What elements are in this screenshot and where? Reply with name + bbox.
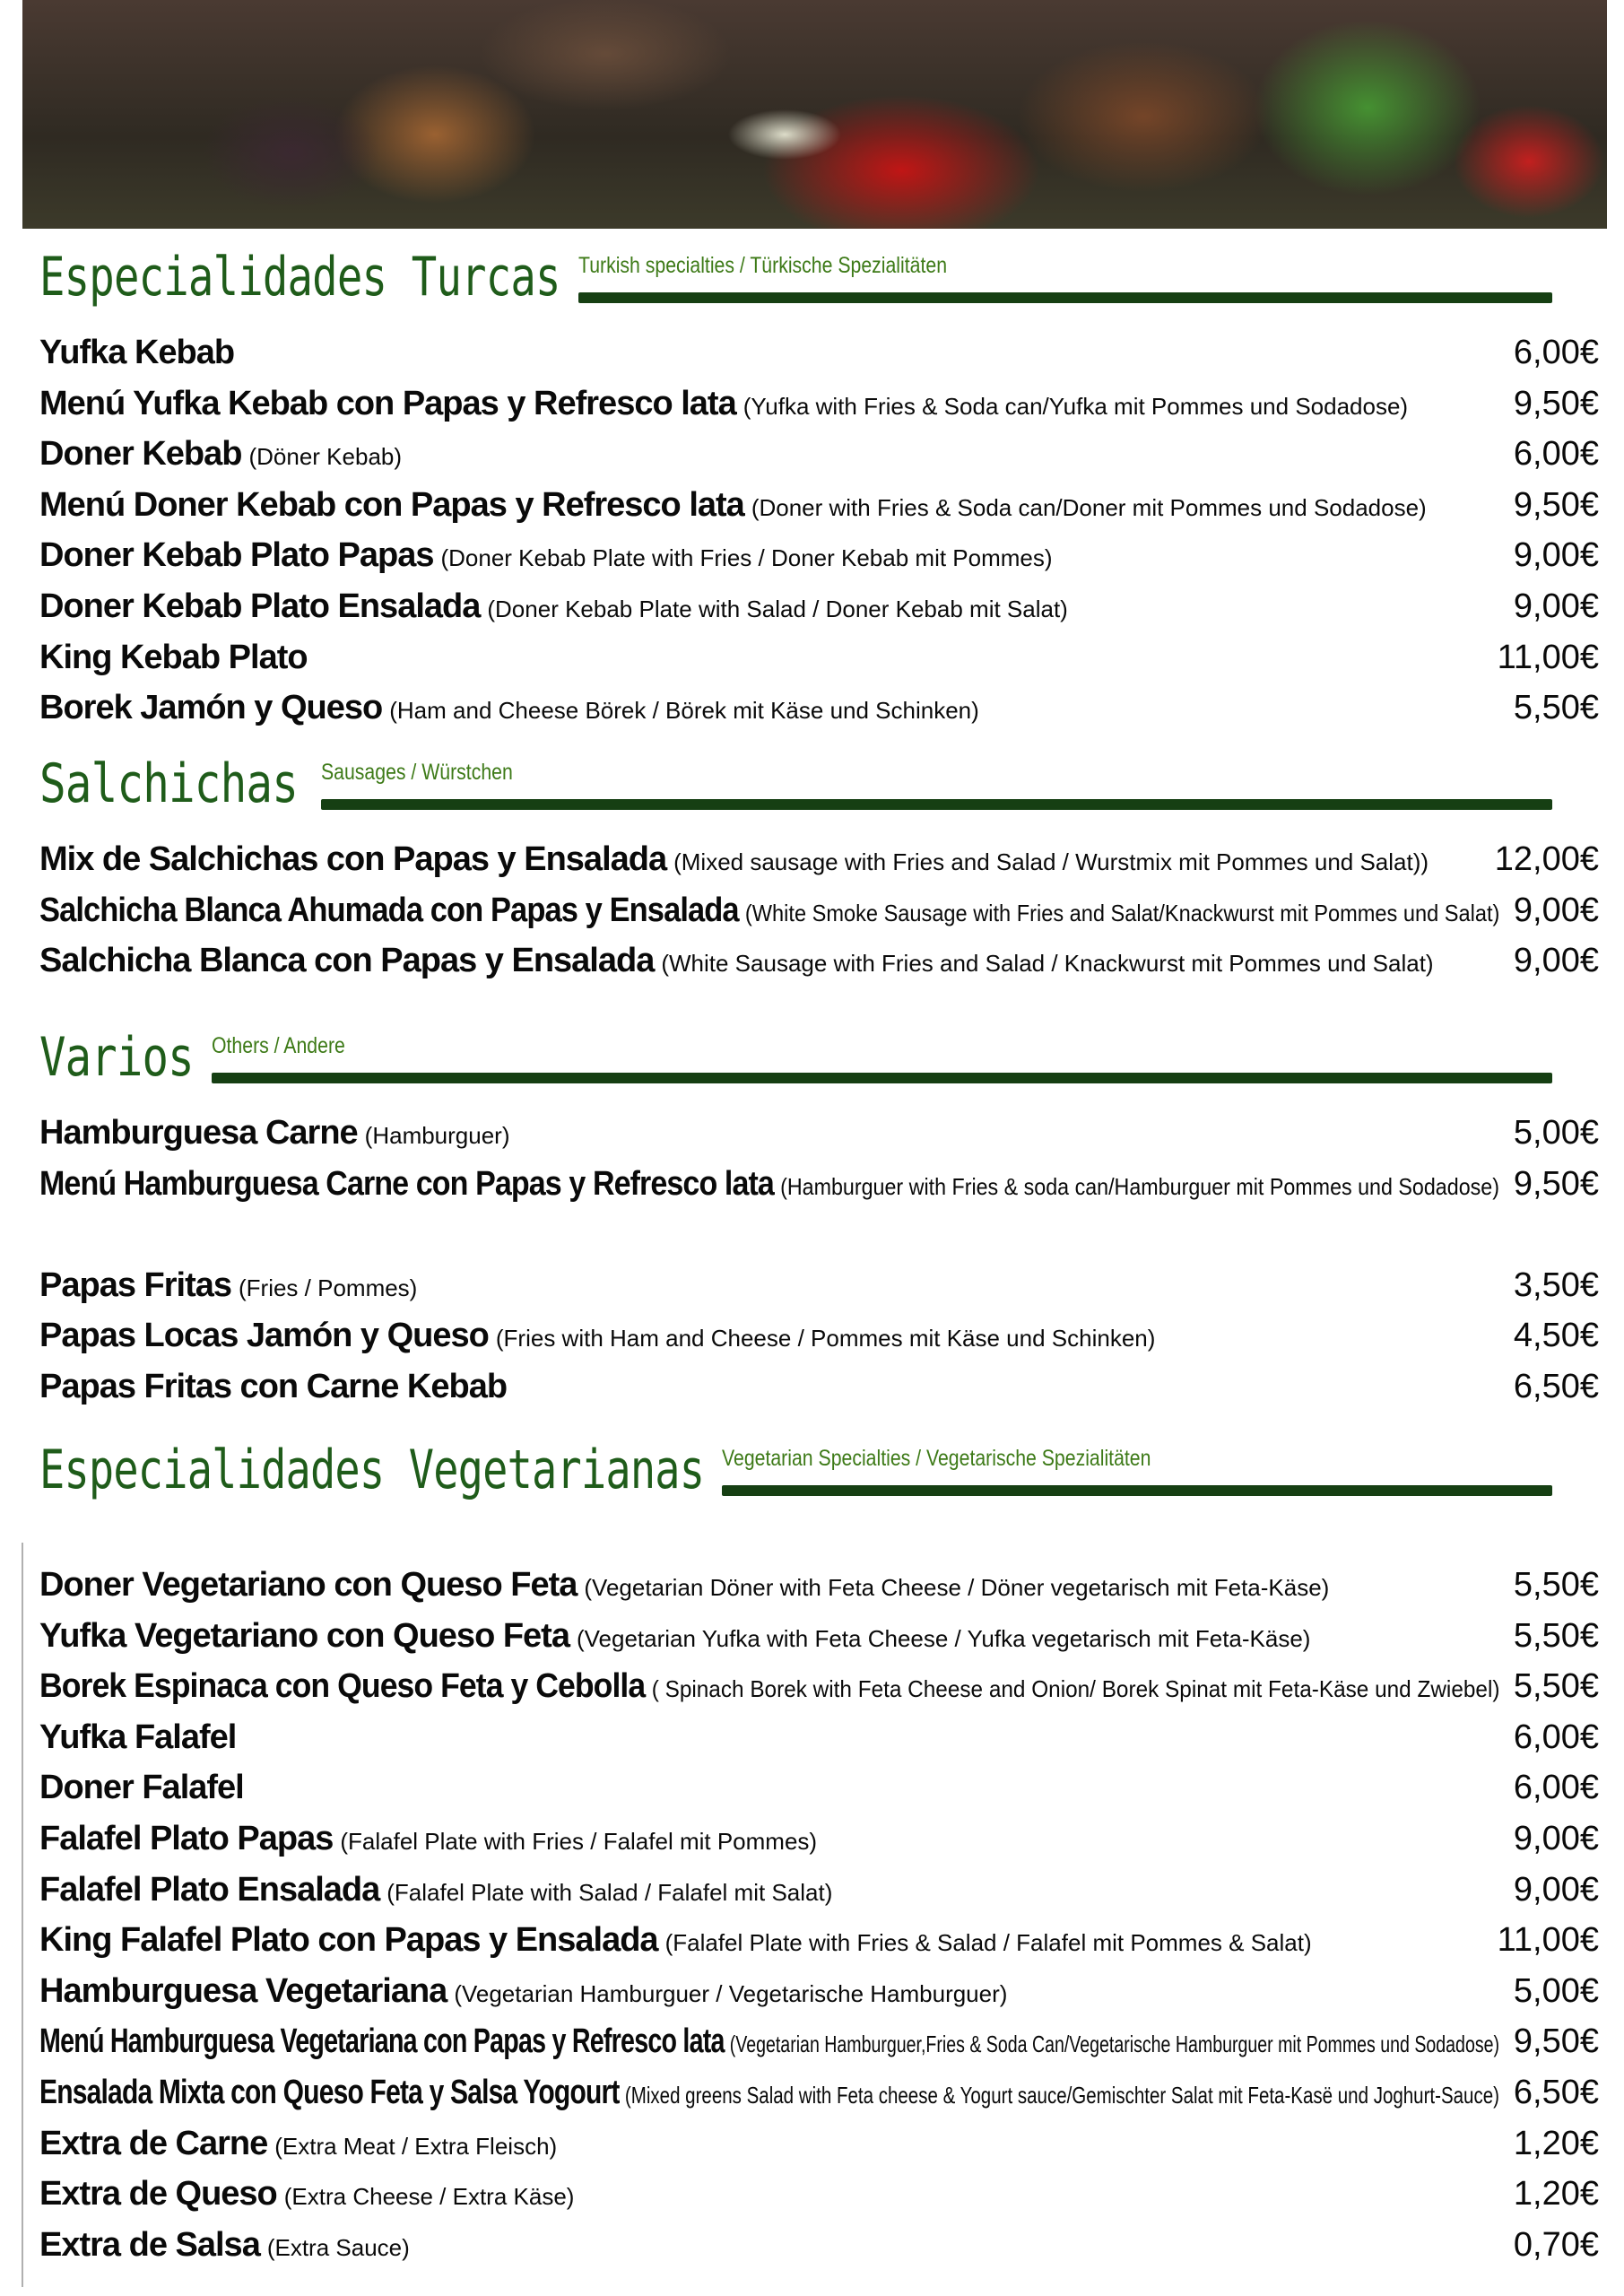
menu-item-name: Extra de Salsa: [39, 2225, 260, 2264]
menu-item: [0, 2068, 1624, 2118]
section-header: [0, 1022, 1624, 1094]
menu-item-price: 9,50€: [1513, 485, 1599, 524]
menu-item: [0, 481, 1624, 531]
section-divider: [212, 1073, 1552, 1083]
menu-item-description: (Fries with Ham and Cheese / Pommes mit Käse und Schinken): [495, 1325, 1156, 1352]
menu-item-description: (Extra Sauce): [266, 2233, 410, 2261]
menu-item-name: Hamburguesa Carne: [39, 1114, 358, 1152]
menu-item: [0, 2170, 1624, 2220]
menu-item-description: (Hamburguer with Fries & soda can/Hamburguer mit Pommes und Sodadose): [780, 1172, 1499, 1200]
menu-item-price: 6,00€: [1513, 1769, 1599, 1807]
menu-item-description: (Doner Kebab Plate with Salad / Doner Kebab mit Salat): [487, 596, 1068, 622]
menu-item-text: [39, 536, 1053, 575]
menu-item-name: Borek Espinaca con Queso Feta y Cebolla: [39, 1667, 646, 1706]
menu-item-name: Ensalada Mixta con Queso Feta y Salsa Yogourt: [39, 2074, 620, 2111]
menu-item-text: [39, 1718, 243, 1757]
menu-item-price: 9,50€: [1513, 384, 1599, 422]
menu-item-description: (Falafel Plate with Fries / Falafel mit Pommes): [340, 1828, 818, 1855]
section-title: Salchichas: [39, 752, 299, 815]
menu-item-price: 9,00€: [1513, 942, 1599, 980]
menu-item-description: (Extra Meat / Extra Fleisch): [274, 2132, 558, 2160]
menu-item-text: [39, 2022, 1499, 2061]
menu-item-text: [39, 2074, 1499, 2112]
menu-item-text: [39, 1566, 1329, 1605]
menu-item-text: [39, 942, 1434, 980]
menu-item-name: Hamburguesa Vegetariana: [39, 1971, 447, 2010]
menu-item: [0, 1612, 1624, 1662]
menu-item-name: Yufka Kebab: [39, 334, 235, 371]
menu-item-name: King Falafel Plato con Papas y Ensalada: [39, 1921, 658, 1960]
menu-item-price: 6,00€: [1513, 334, 1599, 371]
menu-item-text: [39, 1871, 832, 1909]
menu-item-name: Menú Yufka Kebab con Papas y Refresco lata: [39, 384, 736, 422]
menu-item-price: 12,00€: [1494, 840, 1599, 878]
menu-item-price: 9,00€: [1513, 536, 1599, 575]
menu-item-price: 11,00€: [1497, 1921, 1599, 1960]
menu-item: [0, 1109, 1624, 1159]
menu-item: [0, 379, 1624, 430]
menu-item: [0, 1763, 1624, 1813]
menu-item: [0, 936, 1624, 987]
menu-item-price: 6,00€: [1513, 1718, 1599, 1756]
section-header: [0, 749, 1624, 821]
section-title: Varios: [39, 1026, 194, 1089]
section-subtitle: Others / Andere: [212, 1033, 345, 1058]
menu-item-name: Menú Hamburguesa Carne con Papas y Refresco lata: [39, 1164, 774, 1203]
menu-item-price: 1,20€: [1513, 2124, 1599, 2162]
menu-item-name: Menú Doner Kebab con Papas y Refresco lata: [39, 485, 744, 524]
menu-item: [0, 582, 1624, 632]
menu-item-name: Extra de Queso: [39, 2175, 277, 2213]
section-divider: [722, 1485, 1552, 1496]
menu-item-description: (Falafel Plate with Salad / Falafel mit Salat): [386, 1878, 833, 1906]
menu-item-text: [39, 1165, 1499, 1204]
menu-item-name: King Kebab Plato: [39, 638, 308, 676]
menu-item: [0, 1261, 1624, 1311]
menu-item-name: Borek Jamón y Queso: [39, 689, 383, 727]
menu-item-description: (Vegetarian Döner with Feta Cheese / Döner vegetarisch mit Feta-Käse): [584, 1574, 1330, 1601]
menu-item-text: [39, 435, 402, 474]
menu-item-text: [39, 1617, 1310, 1656]
section-subtitle: Vegetarian Specialties / Vegetarische Spezialitäten: [722, 1446, 1151, 1471]
menu-item-description: (Falafel Plate with Fries & Salad / Falafel mit Pommes & Salat): [664, 1929, 1312, 1957]
menu-item-text: [39, 2226, 410, 2265]
menu-item: [0, 1311, 1624, 1361]
menu-item: [0, 1916, 1624, 1966]
menu-item-text: [39, 587, 1068, 626]
menu-item-price: 9,00€: [1513, 587, 1599, 625]
menu-item-description: (Vegetarian Hamburguer,Fries & Soda Can/Vegetarische Hamburguer mit Pommes und Sodadose): [729, 2031, 1500, 2058]
menu-item-price: 6,00€: [1513, 435, 1599, 474]
menu-item: [0, 328, 1624, 378]
menu-item-description: (Vegetarian Hamburguer / Vegetarische Hamburguer): [454, 1979, 1008, 2007]
menu-item-price: 6,50€: [1513, 1368, 1599, 1405]
menu-item: [0, 633, 1624, 683]
menu-item-name: Papas Fritas: [39, 1265, 231, 1304]
menu-item: [0, 835, 1624, 885]
menu-item-name: Salchicha Blanca Ahumada con Papas y Ensalada: [39, 891, 739, 929]
menu-item-name: Doner Kebab: [39, 435, 242, 474]
menu-item-price: 5,50€: [1513, 689, 1599, 727]
menu-item-text: [39, 1820, 817, 1858]
menu-item-name: Salchicha Blanca con Papas y Ensalada: [39, 942, 655, 980]
menu-item-name: Falafel Plato Papas: [39, 1820, 334, 1857]
menu-item-text: [39, 1317, 1155, 1355]
menu-item-price: 5,00€: [1513, 1971, 1599, 2010]
menu-item-price: 3,50€: [1513, 1265, 1599, 1304]
menu-item: [0, 1866, 1624, 1916]
menu-item-text: [39, 2125, 557, 2163]
menu-item-text: [39, 1921, 1312, 1960]
menu-item-text: [39, 840, 1429, 879]
menu-item-price: 1,20€: [1513, 2175, 1599, 2213]
menu-item-text: [39, 1769, 251, 1807]
menu-item-description: (Yufka with Fries & Soda can/Yufka mit Pommes und Sodadose): [743, 392, 1409, 420]
menu-item-text: [39, 486, 1427, 525]
menu-item-text: [39, 385, 1408, 423]
menu-item-name: Mix de Salchichas con Papas y Ensalada: [39, 840, 667, 878]
menu-item: [0, 1713, 1624, 1763]
section-subtitle: Sausages / Würstchen: [321, 760, 513, 785]
menu-item-text: [39, 1114, 510, 1152]
menu-item-text: [39, 891, 1499, 930]
menu-item-description: (Doner Kebab Plate with Fries / Doner Kebab mit Pommes): [440, 544, 1053, 572]
menu-item-price: 9,50€: [1513, 2022, 1599, 2061]
menu-item-text: [39, 1266, 417, 1305]
menu-item-description: (Ham and Cheese Börek / Börek mit Käse und Schinken): [389, 697, 979, 725]
menu-item: [0, 2119, 1624, 2170]
menu-item-price: 5,50€: [1513, 1667, 1599, 1706]
menu-item-price: 5,50€: [1513, 1616, 1599, 1655]
menu-item-price: 9,00€: [1513, 1870, 1599, 1909]
menu-item: [0, 886, 1624, 936]
menu-item-text: [39, 334, 241, 372]
section-header: [0, 242, 1624, 314]
menu-item-name: Yufka Falafel: [39, 1718, 237, 1756]
section-title: Especialidades Vegetarianas: [39, 1439, 705, 1501]
menu-item-price: 5,00€: [1513, 1114, 1599, 1152]
menu-item: [0, 430, 1624, 480]
menu-item-name: Doner Vegetariano con Queso Feta: [39, 1566, 578, 1604]
menu-item-name: Doner Falafel: [39, 1769, 244, 1807]
menu-item-description: (Mixed greens Salad with Feta cheese & Yogurt sauce/Gemischter Salat mit Feta-Kasë und Joghurt-Sauce): [624, 2082, 1499, 2109]
menu-item: [0, 683, 1624, 734]
menu-item-description: (Extra Cheese / Extra Käse): [283, 2183, 575, 2211]
menu-item-name: Papas Locas Jamón y Queso: [39, 1317, 489, 1355]
food-photo-banner: [22, 0, 1607, 229]
menu-item-price: 6,50€: [1513, 2074, 1599, 2111]
menu-item-text: [39, 1368, 514, 1406]
section-subtitle: Turkish specialties / Türkische Spezialitäten: [578, 253, 948, 278]
menu-item: [0, 1362, 1624, 1413]
menu-item-name: Menú Hamburguesa Vegetariana con Papas y Refresco lata: [39, 2022, 725, 2061]
menu-item-text: [39, 1667, 1499, 1706]
menu-item: [0, 1814, 1624, 1865]
menu-item-price: 11,00€: [1497, 638, 1599, 676]
menu-item-name: Papas Fritas con Carne Kebab: [39, 1368, 508, 1405]
section-title: Especialidades Turcas: [39, 246, 560, 309]
menu-item-description: (Vegetarian Yufka with Feta Cheese / Yufka vegetarisch mit Feta-Käse): [576, 1624, 1311, 1652]
menu-item-description: (Doner with Fries & Soda can/Doner mit Pommes und Sodadose): [751, 493, 1427, 521]
menu-item-name: Falafel Plato Ensalada: [39, 1870, 380, 1909]
menu-item-description: (White Smoke Sausage with Fries and Salat/Knackwurst mit Pommes und Salat): [744, 899, 1500, 926]
menu-item-description: (Fries / Pommes): [239, 1274, 418, 1301]
section-divider: [578, 292, 1552, 303]
menu-item-text: [39, 689, 979, 727]
menu-item: [0, 531, 1624, 581]
menu-item-name: Doner Kebab Plato Ensalada: [39, 587, 481, 625]
menu-item-price: 9,00€: [1513, 1820, 1599, 1857]
menu-item-description: (White Sausage with Fries and Salad / Knackwurst mit Pommes und Salat): [661, 950, 1434, 978]
menu-item-price: 9,00€: [1513, 891, 1599, 929]
menu-item-description: (Döner Kebab): [248, 443, 403, 471]
menu-item: [0, 1561, 1624, 1611]
menu-item: [0, 1160, 1624, 1210]
menu-item-price: 4,50€: [1513, 1317, 1599, 1355]
menu-item-text: [39, 1972, 1007, 2011]
menu-item-name: Doner Kebab Plato Papas: [39, 536, 434, 575]
menu-item-price: 5,50€: [1513, 1566, 1599, 1604]
section-header: [0, 1435, 1624, 1507]
menu-item-name: Extra de Carne: [39, 2124, 268, 2162]
menu-item-description: ( Spinach Borek with Feta Cheese and Onion/ Borek Spinat mit Feta-Käse und Zwiebel): [651, 1675, 1500, 1703]
menu-item-price: 0,70€: [1513, 2225, 1599, 2264]
menu-item: [0, 1967, 1624, 2017]
menu-item-description: (Mixed sausage with Fries and Salad / Wurstmix mit Pommes und Salat)): [673, 848, 1429, 875]
menu-item-name: Yufka Vegetariano con Queso Feta: [39, 1616, 569, 1655]
menu-item-description: (Hamburguer): [364, 1122, 510, 1149]
menu-item-price: 9,50€: [1513, 1164, 1599, 1203]
menu-item-text: [39, 639, 315, 677]
menu-item: [0, 2221, 1624, 2271]
menu-item: [0, 2017, 1624, 2067]
menu-item: [0, 1662, 1624, 1712]
menu-item-text: [39, 2175, 574, 2213]
section-divider: [321, 799, 1552, 810]
